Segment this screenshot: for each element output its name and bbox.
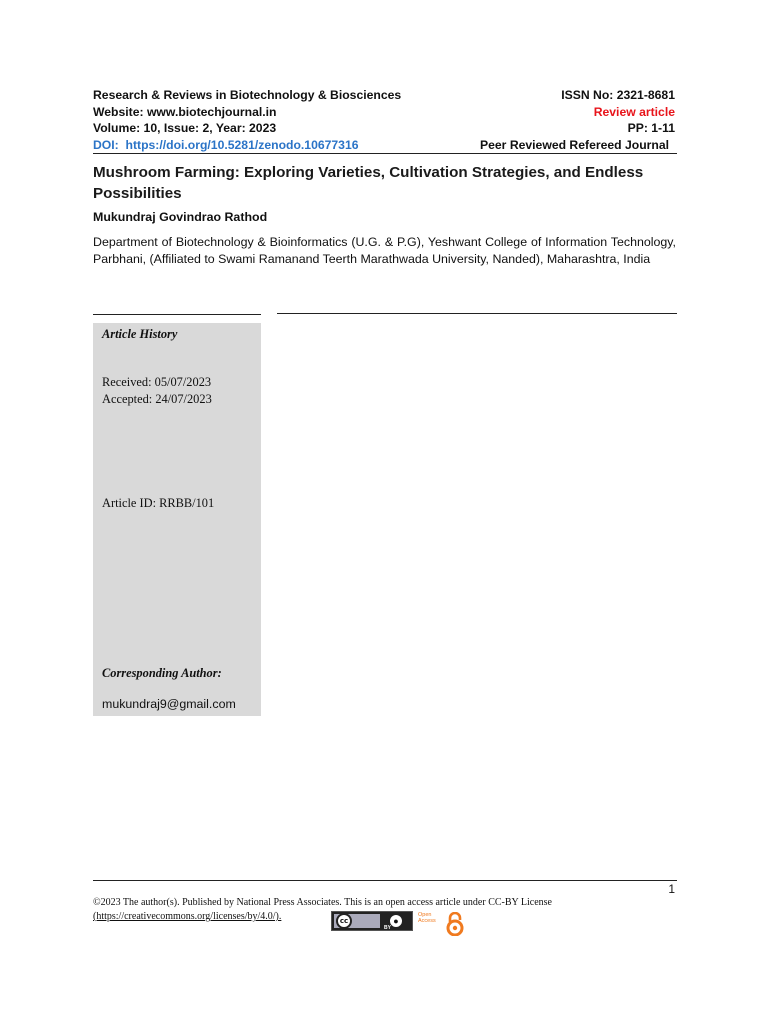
article-type: Review article bbox=[593, 104, 675, 119]
oa-label-open: Open bbox=[418, 912, 432, 918]
author-name: Mukundraj Govindrao Rathod bbox=[93, 210, 268, 224]
corresponding-email[interactable]: mukundraj9@gmail.com bbox=[102, 697, 236, 711]
author-affiliation: Department of Biotechnology & Bioinformatics (U.G. & P.G), Yeshwant College of Information Technology, Parbhani, (Affiliated to Swami Ramanand Teerth Marathwada University, Nanded), Maharashtra, India bbox=[93, 235, 676, 266]
open-access-lock-icon bbox=[444, 912, 466, 936]
doi-link[interactable]: https://doi.org/10.5281/zenodo.10677316 bbox=[125, 137, 359, 152]
article-history-heading: Article History bbox=[102, 327, 178, 341]
creative-commons-icon: cc bbox=[336, 913, 352, 929]
abstract-top-rule bbox=[277, 313, 677, 314]
journal-header bbox=[93, 87, 675, 153]
accepted-date: Accepted: 24/07/2023 bbox=[102, 392, 212, 406]
issn: ISSN No: 2321-8681 bbox=[561, 88, 675, 102]
oa-label-access: Access bbox=[418, 918, 436, 924]
by-label: BY bbox=[384, 925, 391, 931]
article-title: Mushroom Farming: Exploring Varieties, Cultivation Strategies, and Endless Possibilities bbox=[93, 164, 644, 202]
journal-name: Research & Reviews in Biotechnology & Biosciences bbox=[93, 88, 402, 102]
peer-reviewed: Peer Reviewed Refereed Journal bbox=[480, 137, 669, 152]
sidebar-top-rule bbox=[93, 314, 261, 315]
open-access-badge bbox=[418, 910, 468, 936]
header-divider bbox=[93, 153, 677, 154]
footer-divider bbox=[93, 880, 677, 881]
license-url[interactable]: (https://creativecommons.org/licenses/by/4.0/). bbox=[93, 911, 282, 922]
corresponding-author-heading: Corresponding Author: bbox=[102, 666, 222, 680]
article-id: Article ID: RRBB/101 bbox=[102, 496, 215, 510]
doi bbox=[93, 137, 359, 154]
article-info-sidebar bbox=[93, 323, 261, 716]
open-access-text bbox=[418, 912, 436, 924]
attribution-icon: ● bbox=[388, 913, 404, 929]
received-date: Received: 05/07/2023 bbox=[102, 375, 212, 389]
cc-by-badge[interactable] bbox=[331, 911, 413, 931]
journal-website[interactable]: Website: www.biotechjournal.in bbox=[93, 104, 277, 119]
page-range: PP: 1-11 bbox=[627, 121, 675, 135]
page-number: 1 bbox=[668, 882, 675, 896]
volume-issue: Volume: 10, Issue: 2, Year: 2023 bbox=[93, 121, 277, 135]
doi-label: DOI: bbox=[93, 137, 119, 152]
license-notice bbox=[93, 896, 552, 924]
license-text: ©2023 The author(s). Published by National Press Associates. This is an open access article under CC-BY License bbox=[93, 897, 552, 908]
